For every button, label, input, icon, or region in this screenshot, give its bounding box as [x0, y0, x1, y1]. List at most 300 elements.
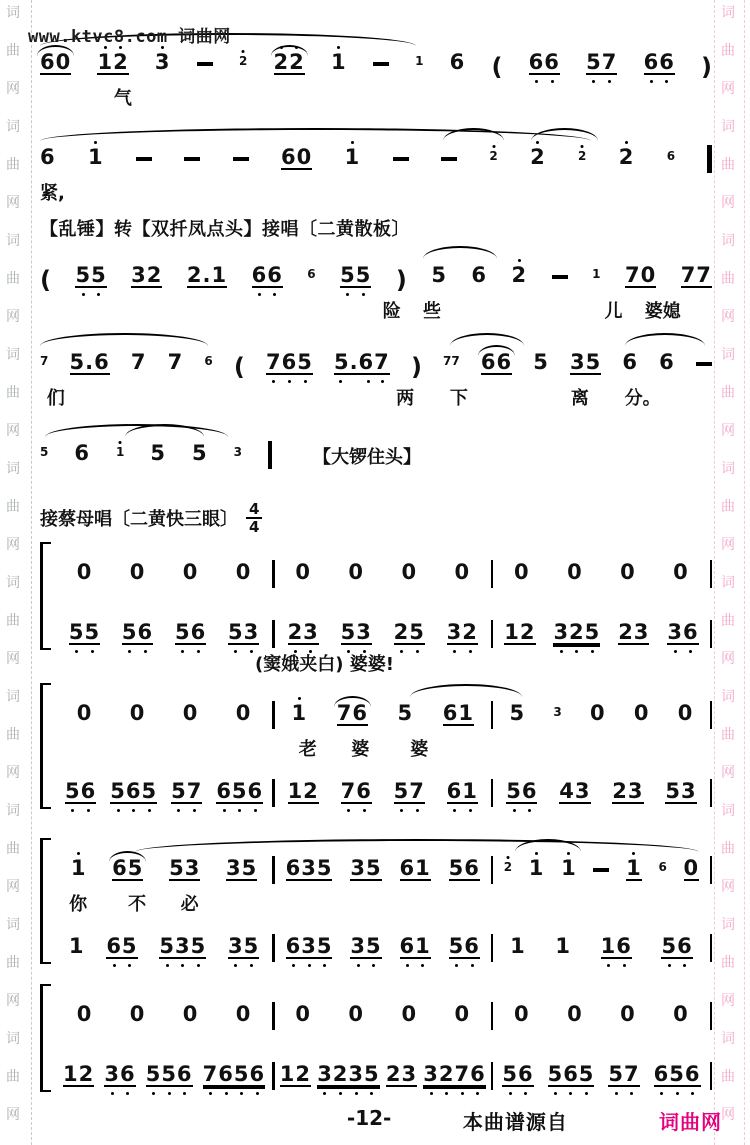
note-digits: 61 — [446, 779, 478, 803]
octave-dot — [471, 930, 474, 933]
octave-dot — [175, 852, 178, 855]
system-4 — [40, 982, 712, 1096]
octave-dot — [192, 293, 195, 296]
note-token — [673, 996, 689, 1035]
watermark-char: 曲 — [6, 727, 20, 743]
octave-dot — [234, 650, 237, 653]
octave-dot — [357, 964, 360, 967]
dash-note — [184, 157, 200, 161]
octave-dot — [524, 1058, 527, 1061]
note-digits: 1 — [87, 145, 104, 169]
octave-dot — [650, 80, 653, 83]
octave-dot — [683, 964, 686, 967]
octave-dot — [177, 775, 180, 778]
music-line-3 — [40, 243, 712, 321]
note-digits: 53 — [665, 779, 697, 803]
octave-dot-row — [77, 1028, 93, 1035]
octave-dot-row — [665, 807, 696, 814]
octave-dot — [381, 346, 384, 349]
note-token — [252, 257, 283, 298]
octave-dot — [75, 346, 78, 349]
octave-dot — [223, 775, 226, 778]
octave-dot — [626, 998, 629, 1001]
paren: ( — [491, 53, 503, 81]
note-digits: 60 — [40, 50, 72, 74]
measure — [275, 928, 491, 969]
voice-row — [56, 914, 712, 968]
section-heading-sanban: 【乱锤】转【双扦凤点头】接唱〔二黄散板〕 — [40, 219, 410, 240]
octave-dot — [346, 259, 349, 262]
note-token — [175, 614, 206, 655]
octave-dot — [94, 173, 97, 176]
octave-dot — [392, 1092, 395, 1095]
note-token — [97, 44, 128, 85]
measure — [493, 554, 709, 593]
octave-dot — [302, 1030, 305, 1033]
lyric-row — [40, 179, 712, 203]
note-token — [644, 44, 675, 85]
measure — [56, 850, 272, 891]
note-token — [529, 850, 545, 889]
lyric: 婆 — [410, 739, 429, 760]
octave-dot — [144, 650, 147, 653]
note-digits: 12 — [287, 779, 319, 803]
measure — [275, 850, 491, 891]
octave-dot — [576, 346, 579, 349]
octave-dot — [687, 259, 690, 262]
octave-dot — [219, 293, 222, 296]
octave-dot — [198, 437, 201, 440]
watermark-char: 曲 — [721, 499, 735, 515]
measure — [56, 1056, 272, 1097]
note-token — [348, 554, 364, 593]
octave-dot — [540, 378, 543, 381]
octave-dot — [526, 650, 529, 653]
octave-dot — [75, 616, 78, 619]
note-token — [341, 773, 372, 814]
octave-dot — [438, 259, 441, 262]
octave-dot — [272, 380, 275, 383]
octave-dot — [292, 886, 295, 889]
octave-dot — [516, 729, 519, 732]
note-digits: 0 — [235, 1002, 252, 1026]
note-token — [447, 773, 478, 814]
octave-dot — [193, 775, 196, 778]
note-token — [398, 695, 414, 734]
octave-dot — [575, 616, 578, 619]
octave-dot-row — [183, 727, 199, 734]
octave-dot — [400, 616, 403, 619]
octave-dot — [640, 729, 643, 732]
octave-dot — [535, 46, 538, 49]
octave-dot — [104, 80, 107, 83]
octave-dot — [355, 1092, 358, 1095]
note-digits: 0 — [235, 701, 252, 725]
octave-dot-row — [183, 1028, 199, 1035]
octave-dot — [518, 259, 521, 262]
note-digits: 5.67 — [333, 350, 390, 374]
note-token — [183, 695, 199, 734]
note-digits: 1 — [291, 701, 308, 725]
octave-dot — [357, 852, 360, 855]
note-token — [155, 44, 171, 83]
note-digits: 0 — [348, 560, 365, 584]
note-token — [71, 850, 87, 889]
octave-dot — [455, 930, 458, 933]
octave-dot — [679, 1030, 682, 1033]
octave-dot-row — [171, 807, 202, 814]
note-token — [340, 257, 371, 298]
octave-dot — [128, 930, 131, 933]
note-digits: 56 — [121, 620, 154, 644]
octave-dot — [687, 293, 690, 296]
measure — [56, 695, 272, 734]
octave-dot-row — [504, 648, 535, 655]
octave-dot — [585, 1058, 588, 1061]
octave-dot — [339, 346, 342, 349]
octave-dot — [676, 1092, 679, 1095]
octave-dot — [136, 697, 139, 700]
octave-dot-row — [506, 807, 537, 814]
octave-dot — [254, 775, 257, 778]
octave-dot — [168, 1058, 171, 1061]
octave-dot — [189, 998, 192, 1001]
watermark-char: 网 — [6, 879, 20, 895]
octave-dot-row — [280, 1090, 311, 1097]
note-digits: 5 — [191, 441, 208, 465]
octave-dot — [690, 852, 693, 855]
octave-dot — [323, 1058, 326, 1061]
watermark-char: 网 — [721, 879, 735, 895]
watermark-char: 网 — [6, 537, 20, 553]
note-token — [288, 614, 319, 655]
octave-dot — [128, 616, 131, 619]
voice-row — [56, 540, 712, 594]
octave-dot — [197, 964, 200, 967]
note-digits: 0 — [182, 560, 199, 584]
octave-dot-row — [620, 586, 636, 593]
note-token — [74, 435, 90, 474]
octave-dot — [152, 1092, 155, 1095]
music-line-2 — [40, 125, 712, 203]
note-digits: 23 — [385, 1062, 418, 1086]
note-token — [286, 928, 333, 969]
octave-dot — [351, 173, 354, 176]
octave-dot — [197, 930, 200, 933]
octave-dot — [370, 1092, 373, 1095]
octave-dot — [308, 886, 311, 889]
octave-dot — [679, 998, 682, 1001]
octave-dot — [234, 616, 237, 619]
note-token — [183, 996, 199, 1035]
octave-dot-row — [678, 727, 694, 734]
octave-dot — [421, 964, 424, 967]
octave-dot — [469, 616, 472, 619]
octave-dot — [248, 852, 251, 855]
octave-dot-row — [65, 807, 96, 814]
watermark-char: 曲 — [6, 613, 20, 629]
octave-dot — [581, 775, 584, 778]
note-digits: 1 — [561, 856, 577, 880]
octave-dot — [535, 884, 538, 887]
octave-dot — [647, 293, 650, 296]
barline — [710, 620, 713, 648]
note-digits: 77 — [680, 263, 712, 287]
octave-dot — [576, 380, 579, 383]
octave-dot — [87, 809, 90, 812]
octave-dot — [191, 852, 194, 855]
octave-dot — [294, 775, 297, 778]
octave-dot — [85, 1092, 88, 1095]
note-token — [295, 996, 311, 1035]
watermark-char: 网 — [721, 765, 735, 781]
octave-dot — [503, 346, 506, 349]
watermark-char: 词 — [6, 1031, 20, 1047]
octave-dot — [304, 346, 307, 349]
octave-dot — [581, 809, 584, 812]
octave-dot — [294, 650, 297, 653]
lyric: 紧, — [40, 183, 65, 204]
note-digits: 36 — [667, 620, 699, 644]
octave-dot — [416, 650, 419, 653]
octave-dot — [631, 293, 634, 296]
note-token — [130, 554, 146, 593]
lyric: 婆 — [351, 739, 370, 760]
octave-dot — [82, 259, 85, 262]
octave-dot-row — [175, 648, 206, 655]
watermark-char: 词 — [721, 233, 735, 249]
watermark-char: 词 — [721, 803, 735, 819]
octave-dot-row — [590, 727, 606, 734]
octave-dot — [132, 775, 135, 778]
lyric-row — [56, 735, 712, 759]
note-token — [168, 344, 184, 383]
octave-dot — [166, 964, 169, 967]
octave-dot — [629, 346, 632, 349]
note-digits: 60 — [281, 145, 313, 169]
octave-dot — [408, 588, 411, 591]
octave-dot-row — [401, 1028, 417, 1035]
grace-note: 2 — [578, 149, 587, 163]
octave-dot — [355, 588, 358, 591]
octave-dot — [242, 556, 245, 559]
note-digits: 765 — [265, 350, 313, 374]
octave-dot — [524, 1092, 527, 1095]
watermark-char: 词 — [721, 689, 735, 705]
note-token — [471, 257, 487, 296]
octave-dot — [161, 78, 164, 81]
note-digits: 5 — [150, 441, 166, 465]
note-digits: 53 — [169, 856, 201, 880]
octave-dot — [632, 886, 635, 889]
octave-dot — [526, 616, 529, 619]
octave-dot — [126, 1058, 129, 1061]
octave-dot — [157, 469, 160, 472]
octave-dot — [408, 556, 411, 559]
octave-dot — [569, 1092, 572, 1095]
paren: ) — [395, 266, 407, 294]
octave-dot-row — [192, 467, 208, 474]
page-number: -12- — [346, 1106, 392, 1130]
note-digits: 53 — [340, 620, 372, 644]
note-token — [77, 554, 93, 593]
note-token — [567, 554, 583, 593]
watermark-char: 网 — [721, 651, 735, 667]
octave-dot — [177, 809, 180, 812]
octave-dot — [232, 886, 235, 889]
note-digits: 76 — [336, 701, 368, 725]
octave-dot — [465, 731, 468, 734]
token-row — [40, 421, 275, 475]
octave-dot — [408, 998, 411, 1001]
octave-dot — [304, 380, 307, 383]
octave-dot — [298, 729, 301, 732]
watermark-char: 词 — [6, 119, 20, 135]
note-token — [112, 850, 143, 891]
octave-dot — [288, 346, 291, 349]
note-token — [401, 554, 417, 593]
octave-dot — [461, 998, 464, 1001]
grace-note: 3 — [553, 705, 562, 719]
note-token — [661, 928, 692, 969]
octave-dot — [232, 852, 235, 855]
octave-dot — [630, 1092, 633, 1095]
octave-dot — [248, 886, 251, 889]
octave-dot — [339, 380, 342, 383]
octave-dot-row — [286, 962, 333, 969]
octave-dot — [416, 616, 419, 619]
note-token — [386, 1056, 417, 1097]
octave-dot — [91, 616, 94, 619]
note-digits: 55 — [340, 263, 372, 287]
barline — [710, 701, 713, 729]
octave-dot — [144, 616, 147, 619]
watermark-dashed-line — [714, 0, 715, 1145]
octave-dot — [46, 173, 49, 176]
note-token — [450, 44, 466, 83]
octave-dot — [569, 1058, 572, 1061]
octave-dot — [117, 775, 120, 778]
octave-dot-row — [502, 1090, 533, 1097]
octave-dot — [353, 380, 356, 383]
lyric: 们 — [46, 388, 65, 409]
dash-note — [197, 62, 213, 66]
note-digits: 0 — [76, 1002, 93, 1026]
note-digits: 23 — [287, 620, 319, 644]
octave-dot — [83, 556, 86, 559]
note-digits: 36 — [104, 1062, 136, 1086]
octave-dot — [520, 556, 523, 559]
octave-dot — [137, 378, 140, 381]
octave-dot-row — [450, 76, 466, 83]
note-digits: 0 — [454, 560, 471, 584]
octave-dot — [136, 588, 139, 591]
octave-dot — [566, 809, 569, 812]
octave-dot-row — [203, 1090, 265, 1097]
octave-dot — [453, 775, 456, 778]
octave-dot — [625, 141, 628, 144]
octave-dot-row — [159, 962, 206, 969]
octave-dot — [363, 616, 366, 619]
octave-dot — [592, 346, 595, 349]
note-token — [570, 344, 601, 385]
octave-dot — [256, 1092, 259, 1095]
octave-dot-row — [471, 289, 487, 296]
watermark-char: 词 — [6, 233, 20, 249]
octave-dot — [400, 809, 403, 812]
note-token — [625, 257, 656, 298]
octave-dot — [97, 293, 100, 296]
note-token — [618, 614, 649, 655]
note-token — [77, 996, 93, 1035]
octave-dot — [520, 998, 523, 1001]
barline — [710, 1062, 713, 1090]
voice-row — [56, 836, 712, 890]
octave-dot — [513, 775, 516, 778]
note-token — [40, 44, 71, 85]
octave-dot — [626, 556, 629, 559]
note-digits: 56 — [65, 779, 97, 803]
octave-dot — [286, 1058, 289, 1061]
octave-dot — [323, 930, 326, 933]
octave-dot — [516, 697, 519, 700]
octave-dot — [456, 46, 459, 49]
note-digits: 56 — [448, 856, 480, 880]
note-digits: 35 — [570, 350, 602, 374]
note-token — [634, 695, 650, 734]
measure — [493, 1056, 709, 1097]
octave-dot-row — [130, 586, 146, 593]
octave-dot-row — [291, 727, 307, 734]
octave-dot — [687, 775, 690, 778]
watermark-char: 词 — [6, 461, 20, 477]
octave-dot — [421, 852, 424, 855]
note-digits: 57 — [608, 1062, 640, 1086]
octave-dot — [166, 930, 169, 933]
note-digits: 0 — [401, 1002, 418, 1026]
note-digits: 2 — [618, 145, 635, 169]
note-token — [348, 996, 364, 1035]
watermark-char: 曲 — [721, 613, 735, 629]
note-token — [295, 554, 311, 593]
octave-dot-row — [337, 695, 368, 702]
note-digits: 2 — [530, 145, 546, 169]
note-digits: 3 — [154, 50, 171, 74]
note-token — [530, 139, 546, 178]
note-digits: 1 — [344, 145, 361, 169]
watermark-char: 曲 — [721, 385, 735, 401]
note-token — [169, 850, 200, 891]
grace-note: 2 — [238, 54, 248, 68]
octave-dot — [240, 1058, 243, 1061]
watermark-char: 曲 — [6, 841, 20, 857]
octave-dot — [406, 930, 409, 933]
octave-dot — [209, 1092, 212, 1095]
system-3 — [40, 836, 712, 968]
note-token — [291, 695, 307, 734]
grace-note: 2 — [503, 860, 513, 874]
octave-dot — [258, 293, 261, 296]
music-line-4 — [40, 330, 712, 408]
octave-dot — [668, 930, 671, 933]
octave-dot — [372, 930, 375, 933]
note-token — [341, 614, 372, 655]
barline — [710, 560, 713, 588]
octave-dot — [118, 852, 121, 855]
octave-dot — [381, 380, 384, 383]
barline — [710, 1002, 713, 1030]
note-token — [548, 1056, 595, 1097]
